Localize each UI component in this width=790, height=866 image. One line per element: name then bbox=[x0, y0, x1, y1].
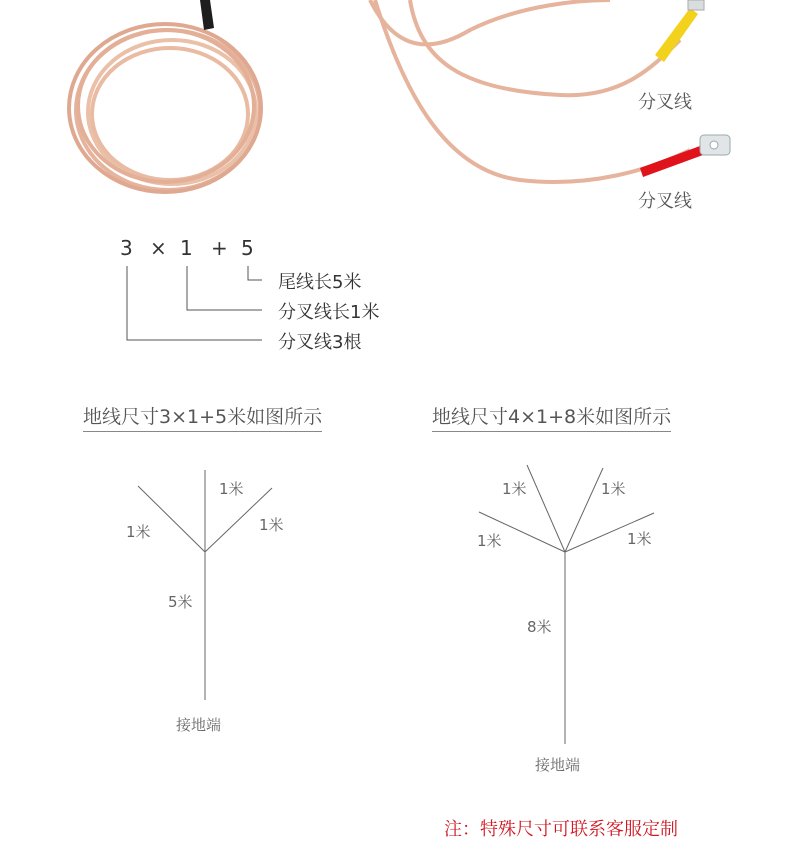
left-branch-left-label: 1米 bbox=[126, 523, 151, 541]
custom-size-note: 注：特殊尺寸可联系客服定制 bbox=[444, 819, 678, 840]
left-stem-label: 5米 bbox=[168, 593, 193, 611]
right-branch-right-label: 1米 bbox=[627, 530, 652, 548]
left-branch-right-label: 1米 bbox=[259, 516, 284, 534]
right-branch-top-left-label: 1米 bbox=[502, 480, 527, 498]
legend-tail-length: 尾线长5米 bbox=[278, 272, 362, 293]
formula-op1: × bbox=[150, 236, 167, 260]
right-branch-top-right-label: 1米 bbox=[601, 480, 626, 498]
legend-branch-length: 分叉线长1米 bbox=[278, 302, 380, 323]
branch-label-top: 分叉线 bbox=[638, 92, 692, 113]
branch-label-bottom: 分叉线 bbox=[638, 191, 692, 212]
legend-branch-count: 分叉线3根 bbox=[278, 332, 362, 353]
right-stem-label: 8米 bbox=[527, 618, 552, 636]
formula-n2: 1 bbox=[180, 236, 193, 260]
formula-op2: + bbox=[211, 236, 228, 260]
formula-n1: 3 bbox=[120, 236, 133, 260]
left-ground-label: 接地端 bbox=[176, 716, 222, 734]
diagram-right-heading: 地线尺寸4×1+8米如图所示 bbox=[432, 402, 671, 432]
left-branch-top-label: 1米 bbox=[219, 480, 244, 498]
diagram-left-heading: 地线尺寸3×1+5米如图所示 bbox=[83, 402, 322, 432]
formula-n3: 5 bbox=[241, 236, 254, 260]
right-branch-left-label: 1米 bbox=[477, 532, 502, 550]
right-ground-label: 接地端 bbox=[535, 756, 581, 774]
